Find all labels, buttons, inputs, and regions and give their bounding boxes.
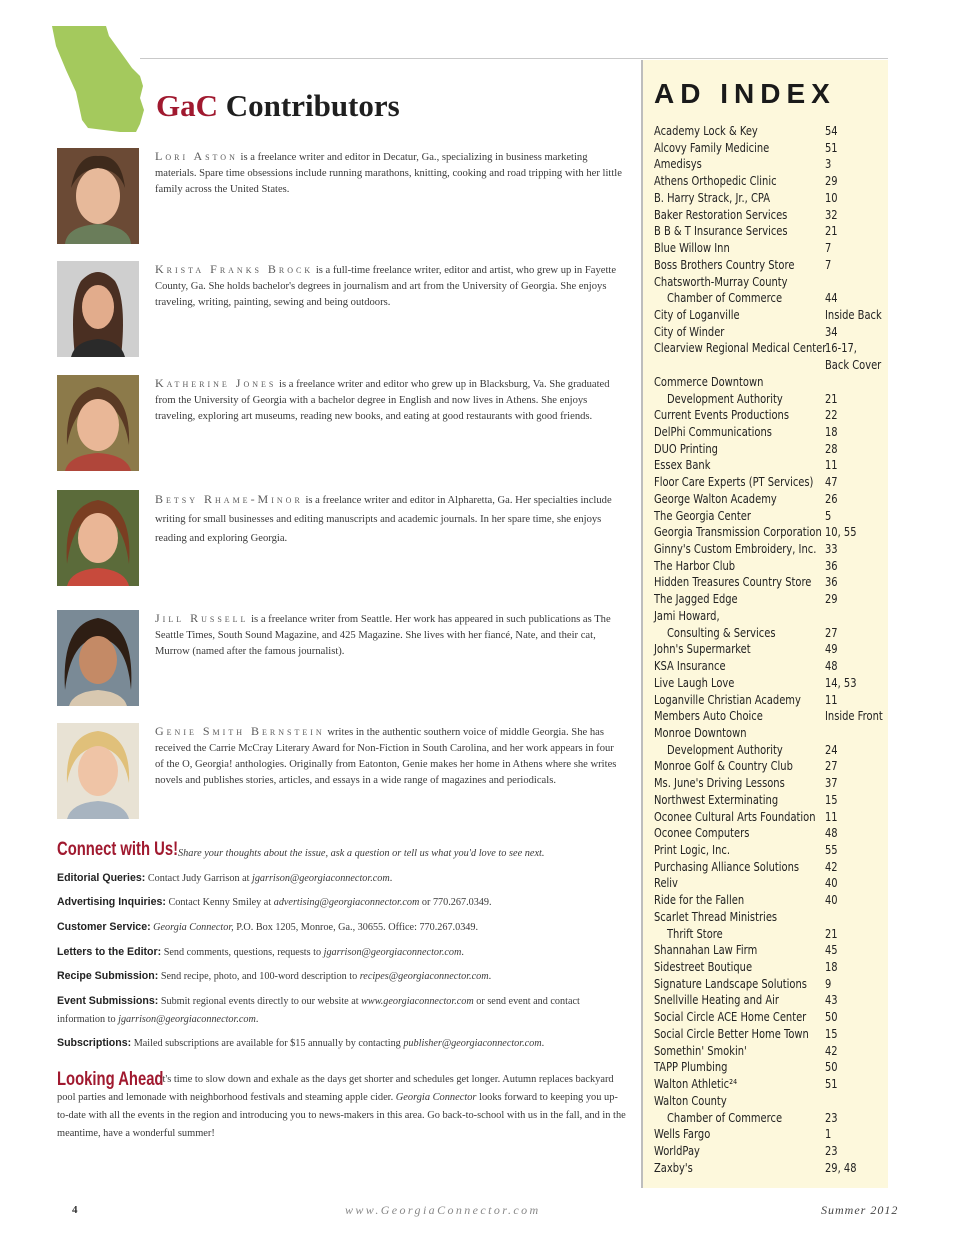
advertiser-name: The Jagged Edge [654, 591, 738, 607]
ad-index-row [654, 591, 886, 608]
advertiser-name: John's Supermarket [654, 641, 751, 657]
customer-service: Customer Service: Georgia Connector, P.O. Box 1205, Monroe, Ga., 30655. Office: 770.267.0349. [57, 921, 479, 933]
advertiser-page: 50 [825, 1059, 838, 1075]
advertiser-name: Ms. June's Driving Lessons [654, 775, 785, 791]
ad-index-row [654, 508, 886, 525]
advertiser-page: 24 [825, 741, 838, 757]
looking-ahead-section: Looking Ahead It's time to slow down and exhale as the days get shorter and schedules get longer. Autumn replaces backyard pool parties and lemonade with neighborhood festivals and steaming apple cider. Georgia Connector looks forward to keeping you up-to-date with all the events in the region and introducing you to news-makers in this area. Go back-to-school with us in the fall, and in the meantime, have a wonderful summer! [57, 1069, 626, 1139]
advertiser-page: Inside Front [825, 708, 883, 724]
ad-index-row [654, 1043, 886, 1060]
advertiser-page: 10 [825, 189, 838, 205]
ad-index-title: AD INDEX [654, 78, 836, 109]
advertiser-name: Baker Restoration Services [654, 206, 788, 222]
advertiser-name: Loganville Christian Academy [654, 691, 801, 707]
ad-index-row [654, 842, 886, 859]
contributor-photo [57, 375, 139, 471]
advertiser-name: TAPP Plumbing [654, 1059, 728, 1075]
advertiser-page: 48 [825, 825, 838, 841]
advertiser-name: Print Logic, Inc. [654, 842, 730, 857]
advertiser-page: 42 [825, 858, 838, 874]
ad-index-row [654, 959, 886, 976]
advertiser-page: 51 [825, 1076, 838, 1091]
advertiser-name: Sidestreet Boutique [654, 959, 753, 974]
ad-index-row [654, 1160, 886, 1177]
advertiser-name: Oconee Computers [654, 825, 750, 841]
advertiser-page: 11 [825, 457, 838, 473]
ad-index-row [654, 976, 886, 993]
event-website-link[interactable]: www.georgiaconnector.com [361, 996, 474, 1007]
advertiser-name: Boss Brothers Country Store [654, 256, 795, 272]
advertiser-name: Signature Landscape Solutions [654, 975, 807, 991]
advertiser-name: Ginny's Custom Embroidery, Inc. [654, 541, 817, 556]
advertiser-page: 21 [825, 223, 838, 239]
advertiser-name: Development Authority [667, 741, 783, 757]
georgia-state-icon [48, 24, 148, 136]
advertiser-page: 27 [825, 758, 838, 774]
ad-index-row [654, 1143, 886, 1160]
advertiser-page: 55 [825, 842, 838, 857]
connect-title: Connect with Us! [57, 839, 179, 860]
advertiser-name: Walton County [654, 1092, 727, 1108]
advertiser-page: 22 [825, 407, 838, 423]
advertiser-page: 21 [825, 390, 838, 406]
ad-index-row [654, 608, 886, 625]
advertiser-page: 11 [825, 691, 838, 707]
advertiser-page: 48 [825, 658, 838, 673]
advertiser-page: 3 [825, 156, 832, 172]
ad-index-row [654, 1126, 886, 1143]
ad-index-row [654, 173, 886, 190]
advertiser-page: 29 [825, 591, 838, 607]
advertiser-name: WorldPay [654, 1142, 700, 1158]
advertiser-page: 49 [825, 641, 838, 657]
advertiser-name: Georgia Transmission Corporation [654, 524, 822, 540]
advertiser-name: DUO Printing [654, 440, 718, 456]
advertiser-page: 18 [825, 959, 838, 974]
ad-index-row [654, 1026, 886, 1043]
ad-index-row [654, 692, 886, 709]
advertiser-name: Clearview Regional Medical Center [654, 340, 827, 356]
contributor-genie-smith-bernstein [57, 723, 627, 819]
advertiser-name: Jami Howard, [654, 607, 720, 623]
ad-index-row [654, 374, 886, 391]
ad-index-row [654, 207, 886, 224]
ad-index-row [654, 1059, 886, 1076]
advertiser-page: 14, 53 [825, 674, 857, 690]
connect-subtitle: Share your thoughts about the issue, ask a question or tell us what you'd love to see next. [178, 848, 545, 859]
contributor-jill-russell [57, 610, 627, 706]
ad-index-row [654, 558, 886, 575]
ad-index-row [654, 892, 886, 909]
advertiser-page: 42 [825, 1042, 838, 1058]
advertiser-page: 5 [825, 507, 832, 523]
footer-url[interactable]: www.GeorgiaConnector.com [345, 1203, 541, 1217]
advertiser-name: Zaxby's [654, 1159, 693, 1175]
advertiser-name: Essex Bank [654, 457, 711, 473]
contributor-photo [57, 723, 139, 819]
advertiser-name: Athens Orthopedic Clinic [654, 173, 777, 189]
advertiser-name: Somethin' Smokin' [654, 1042, 747, 1058]
advertiser-page: 36 [825, 574, 838, 590]
advertiser-page: 29, 48 [825, 1159, 857, 1175]
ad-index-row [654, 992, 886, 1009]
advertiser-name: Reliv [654, 875, 678, 891]
ad-index-row [654, 625, 886, 642]
advertiser-name: Purchasing Alliance Solutions [654, 858, 800, 874]
ad-index-row [654, 223, 886, 240]
advertiser-name: Shannahan Law Firm [654, 942, 758, 958]
advertiser-name: Oconee Cultural Arts Foundation [654, 808, 816, 824]
ad-index-row [654, 123, 886, 140]
ad-index-row [654, 641, 886, 658]
ad-index-row [654, 574, 886, 591]
advertiser-name: Alcovy Family Medicine [654, 139, 770, 155]
advertiser-name: Northwest Exterminating [654, 791, 779, 807]
ad-index-row [654, 524, 886, 541]
ad-index-row [654, 742, 886, 759]
ad-index-row [654, 190, 886, 207]
ad-index-row [654, 357, 886, 374]
advertiser-page: 18 [825, 424, 838, 439]
ad-index-row [654, 407, 886, 424]
recipe-email-link[interactable]: recipes@georgiaconnector.com [359, 971, 489, 982]
ad-index-row [654, 324, 886, 341]
advertiser-name: Wells Fargo [654, 1126, 711, 1142]
recipe-submission: Recipe Submission: Send recipe, photo, and 100-word description to recipes@georgiaconnector.com. [57, 970, 492, 982]
advertiser-page: 37 [825, 775, 838, 791]
ad-index-row [654, 675, 886, 692]
advertiser-page: 44 [825, 290, 838, 306]
advertiser-name: Chamber of Commerce [667, 290, 783, 306]
ad-index-row [654, 391, 886, 408]
event-submissions: Event Submissions: Submit regional events directly to our website at www.georgiaconnector.com or send event and contact information to jgarrison@georgiaconnector.com. [57, 995, 580, 1025]
ad-index-row [654, 441, 886, 458]
advertiser-page: 50 [825, 1009, 838, 1025]
advertising-email-link[interactable]: advertising@georgiaconnector.com [273, 897, 420, 908]
advertising-inquiries: Advertising Inquiries: Contact Kenny Smiley at advertising@georgiaconnector.com or 770.267.0349. [57, 896, 492, 908]
ad-index-row [654, 1076, 886, 1093]
advertiser-page: 43 [825, 992, 838, 1008]
contributor-betsy-rhame-minor [57, 490, 627, 586]
page-title: GaC Contributors [156, 88, 400, 123]
ad-index-row [654, 140, 886, 157]
editorial-email-link[interactable]: jgarrison@georgiaconnector.com [251, 873, 390, 884]
advertiser-name: KSA Insurance [654, 658, 726, 673]
ad-index-row [654, 474, 886, 491]
ad-index-row [654, 541, 886, 558]
advertiser-page: 51 [825, 139, 838, 155]
page-number: 4 [72, 1204, 78, 1216]
ad-index-row [654, 859, 886, 876]
event-email-link[interactable]: jgarrison@georgiaconnector.com [118, 1014, 256, 1025]
footer-issue: Summer 2012 [821, 1203, 899, 1217]
advertiser-name: George Walton Academy [654, 490, 777, 506]
advertiser-page: 45 [825, 942, 838, 958]
advertiser-page: 29 [825, 173, 838, 189]
looking-ahead-title: Looking Ahead [57, 1069, 164, 1090]
contributor-bio: Betsy Rhame-Minor is a freelance writer and editor in Alpharetta, Ga. Her specialties include writing for small businesses and editing manuscripts and academic journals. In her spare time, she enjoys reading and exploring Georgia. [155, 492, 612, 544]
advertiser-name: Academy Lock & Key [654, 123, 758, 138]
advertiser-name: Social Circle ACE Home Center [654, 1009, 807, 1025]
advertiser-name: The Georgia Center [654, 507, 751, 523]
advertiser-page: 7 [825, 256, 832, 272]
ad-index-row [654, 825, 886, 842]
contributor-bio: Katherine Jones is a freelance writer and editor who grew up in Blacksburg, Va. She graduated from the University of Georgia with a bachelor degree in English and now lives in Athens. She enjoys traveling, exploring art museums, reading new books, and eating at good restaurants with good friends. [155, 376, 610, 422]
letters-to-editor: Letters to the Editor: Send comments, questions, requests to jgarrison@georgiaconnector.com. [57, 946, 464, 958]
contributor-lori-aston [57, 148, 627, 244]
ad-index-row [654, 156, 886, 173]
advertiser-name: DelPhi Communications [654, 424, 772, 439]
contributor-bio: Genie Smith Bernstein writes in the authentic southern voice of middle Georgia. She has received the Carrie McCray Literary Award for Non-Fiction in South Carolina, and her work appears in four of the O, Georgia! anthologies. Originally from Eatonton, Genie makes her home in Athens where she writes novels and publishes stories, articles, and essays in a wide range of magazines and periodicals. [155, 724, 617, 786]
advertiser-name: Scarlet Thread Ministries [654, 908, 778, 924]
advertiser-name: B B & T Insurance Services [654, 223, 788, 239]
advertiser-name: Amedisys [654, 156, 702, 172]
advertiser-name: Social Circle Better Home Town [654, 1025, 809, 1041]
ad-index-row [654, 792, 886, 809]
advertiser-name: Chamber of Commerce [667, 1109, 783, 1125]
advertiser-page: 23 [825, 1142, 838, 1158]
ad-index-row [654, 1093, 886, 1110]
advertiser-page: 28 [825, 440, 838, 456]
ad-index-row [654, 424, 886, 441]
contributor-photo [57, 261, 139, 357]
advertiser-name: Monroe Downtown [654, 724, 747, 740]
advertiser-page: 32 [825, 206, 838, 222]
advertiser-page: Inside Back [825, 306, 882, 322]
ad-index-row [654, 1110, 886, 1127]
advertiser-page: 21 [825, 925, 838, 941]
advertiser-name: Consulting & Services [667, 624, 776, 640]
ad-index-row [654, 1009, 886, 1026]
editorial-queries: Editorial Queries: Contact Judy Garrison at jgarrison@georgiaconnector.com. [57, 872, 393, 884]
ad-index-row [654, 725, 886, 742]
ad-index-row [654, 290, 886, 307]
advertiser-name: Commerce Downtown [654, 373, 764, 389]
contributor-katherine-jones [57, 375, 627, 471]
advertiser-name: City of Winder [654, 323, 725, 339]
advertiser-page: 15 [825, 791, 838, 807]
advertiser-name: Monroe Golf & Country Club [654, 758, 793, 774]
advertiser-name: The Harbor Club [654, 557, 736, 573]
advertiser-page: Back Cover [825, 357, 882, 373]
advertiser-name: Floor Care Experts (PT Services) [654, 474, 814, 490]
advertiser-page: 47 [825, 474, 838, 490]
contributor-bio: Jill Russell is a freelance writer from Seattle. Her work has appeared in such publications as The Seattle Times, South Sound Magazine, and 425 Magazine. She lives with her fiancé, Nate, and their cat, Murrow (named after the famous journalist). [155, 611, 611, 657]
subscriptions: Subscriptions: Mailed subscriptions are available for $15 annually by contacting publisher@georgiaconnector.com. [57, 1037, 545, 1049]
advertiser-name: City of Loganville [654, 306, 740, 322]
advertiser-name: Walton Athletic²⁴ [654, 1076, 738, 1091]
connect-section [57, 839, 627, 861]
subscriptions-email-link[interactable]: publisher@georgiaconnector.com [403, 1038, 542, 1049]
ad-index-row [654, 340, 886, 357]
ad-index-row [654, 457, 886, 474]
ad-index-row [654, 875, 886, 892]
advertiser-name: B. Harry Strack, Jr., CPA [654, 189, 771, 205]
advertiser-name: Chatsworth-Murray County [654, 273, 788, 289]
advertiser-name: Development Authority [667, 390, 783, 406]
advertiser-name: Current Events Productions [654, 407, 789, 423]
advertiser-page: 9 [825, 975, 832, 991]
advertiser-page: 34 [825, 323, 838, 339]
ad-index-row [654, 658, 886, 675]
ad-index-row [654, 240, 886, 257]
ad-index-row [654, 491, 886, 508]
letters-email-link[interactable]: jgarrison@georgiaconnector.com [323, 947, 462, 958]
ad-index-row [654, 257, 886, 274]
contributor-photo [57, 490, 139, 586]
advertiser-name: Hidden Treasures Country Store [654, 574, 812, 590]
advertiser-page: 36 [825, 557, 838, 573]
advertiser-page: 27 [825, 624, 838, 640]
advertiser-page: 40 [825, 892, 838, 908]
ad-index-row [654, 942, 886, 959]
ad-index-row [654, 775, 886, 792]
advertiser-page: 26 [825, 490, 838, 506]
advertiser-page: 40 [825, 875, 838, 891]
contributor-bio: Lori Aston is a freelance writer and editor in Decatur, Ga., specializing in business marketing materials. Spare time obsessions include running marathons, knitting, cooking and road tripping with her little family across the United States. [155, 149, 622, 195]
advertiser-page: 16-17, [825, 340, 857, 356]
advertiser-page: 7 [825, 240, 832, 255]
contributor-photo [57, 148, 139, 244]
contributor-photo [57, 610, 139, 706]
advertiser-page: 15 [825, 1025, 838, 1041]
advertiser-page: 54 [825, 123, 838, 138]
advertiser-name: Blue Willow Inn [654, 240, 730, 255]
contributor-krista-franks-brock [57, 261, 627, 357]
ad-index-row [654, 926, 886, 943]
advertiser-page: 10, 55 [825, 524, 857, 540]
ad-index-row [654, 758, 886, 775]
ad-index-row [654, 708, 886, 725]
ad-index-row [654, 307, 886, 324]
advertiser-name: Members Auto Choice [654, 708, 763, 724]
ad-index-row [654, 909, 886, 926]
ad-index-row [654, 809, 886, 826]
top-rule [140, 58, 888, 59]
ad-index-row [654, 274, 886, 291]
advertiser-page: 33 [825, 541, 838, 556]
advertiser-page: 23 [825, 1109, 838, 1125]
advertiser-page: 11 [825, 808, 838, 824]
advertiser-name: Ride for the Fallen [654, 892, 745, 908]
contributor-bio: Krista Franks Brock is a full-time freelance writer, editor and artist, who grew up in Fayette County, Ga. She holds bachelor's degrees in journalism and art from the University of Georgia. She enjoys traveling, writing, painting, sewing and being outdoors. [155, 262, 617, 308]
advertiser-page: 1 [825, 1126, 832, 1142]
advertiser-name: Snellville Heating and Air [654, 992, 779, 1008]
advertiser-name: Live Laugh Love [654, 674, 735, 690]
advertiser-name: Thrift Store [667, 925, 723, 941]
